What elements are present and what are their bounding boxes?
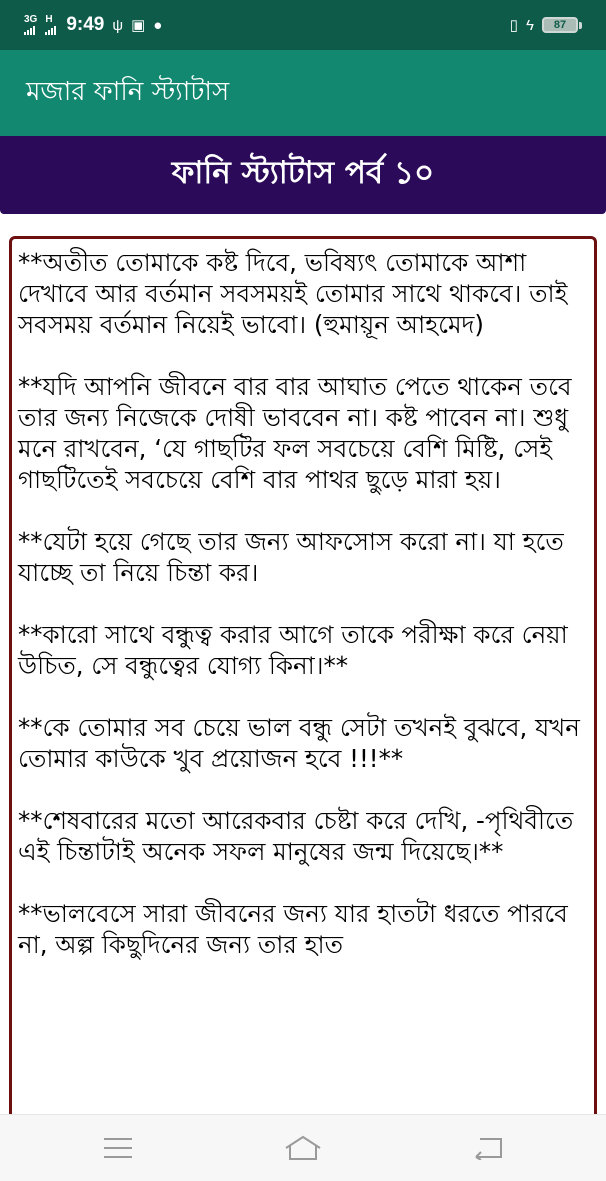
home-button[interactable] (283, 1135, 323, 1161)
app-bar (0, 50, 606, 136)
usb-icon: ψ (112, 16, 124, 34)
signal-h (45, 15, 56, 35)
network-label: 3G (24, 14, 38, 25)
sim-icon: ▣ (131, 17, 146, 34)
status-paragraph: **ভালবেসে সারা জীবনের জন্য যার হাতটা ধরতে পারবে না, অল্প কিছুদিনের জন্য তার হাত (18, 899, 568, 959)
battery-level: 87 (553, 19, 567, 31)
menu-button[interactable] (98, 1135, 138, 1161)
title-banner (0, 136, 606, 214)
status-paragraph: **যেটা হয়ে গেছে তার জন্য আফসোস করো না। যা হতে যাচ্ছে তা নিয়ে চিন্তা কর। (18, 527, 564, 587)
status-paragraph: **যদি আপনি জীবনে বার বার আঘাত পেতে থাকেন তবে তার জন্য নিজেকে দোষী ভাববেন না। কষ্ট পাবেন না। শুধু মনে রাখবেন, ‘যে গাছটির ফল সবচেয়ে বেশি মিষ্টি, সেই গাছটিতেই সবচেয়ে বেশি বার পাথর ছুড়ে মারা হয়। (18, 372, 572, 494)
battery-tip (579, 22, 582, 29)
vibrate-icon: ▯ (509, 17, 519, 34)
menu-icon (103, 1137, 133, 1159)
status-paragraph: **কারো সাথে বন্ধুত্ব করার আগে তাকে পরীক্ষা করে নেয়া উচিত, সে বন্ধুত্বের যোগ্য কিনা।** (18, 620, 568, 680)
charging-icon: ϟ (526, 16, 534, 34)
status-content[interactable] (9, 236, 597, 1116)
signal-bars-icon (24, 25, 37, 35)
battery-icon (542, 17, 578, 33)
navigation-bar (0, 1114, 606, 1181)
back-button[interactable] (468, 1135, 508, 1161)
status-paragraph: **শেষবারের মতো আরেকবার চেষ্টা করে দেখি, -পৃথিবীতে এই চিন্তাটাই অনেক সফল মানুষের জন্ম দিয়েছে।** (18, 806, 574, 866)
status-bar (0, 0, 606, 50)
status-right (510, 16, 582, 34)
status-paragraph: **অতীত তোমাকে কষ্ট দিবে, ভবিষ্যৎ তোমাকে আশা দেখাবে আর বর্তমান সবসময়ই তোমার সাথে থাকবে। তাই সবসময় বর্তমান নিয়েই ভাবো। (হুমায়ূন আহমেদ) (18, 248, 568, 339)
back-icon (472, 1136, 504, 1160)
home-icon (283, 1135, 323, 1161)
status-paragraph: **কে তোমার সব চেয়ে ভাল বন্ধু সেটা তখনই বুঝবে, যখন তোমার কাউকে খুব প্রয়োজন হবে !!!** (18, 713, 580, 773)
status-left (24, 14, 162, 36)
clock: 9:49 (66, 14, 105, 35)
signal-bars-icon-2 (45, 25, 56, 35)
banner-title: ফানি স্ট্যাটাস পর্ব ১০ (171, 155, 435, 191)
app-title: মজার ফানি স্ট্যাটাস (26, 77, 230, 107)
signal-3g (24, 15, 37, 35)
network-label-2: H (45, 14, 53, 25)
message-icon: ● (153, 16, 163, 34)
